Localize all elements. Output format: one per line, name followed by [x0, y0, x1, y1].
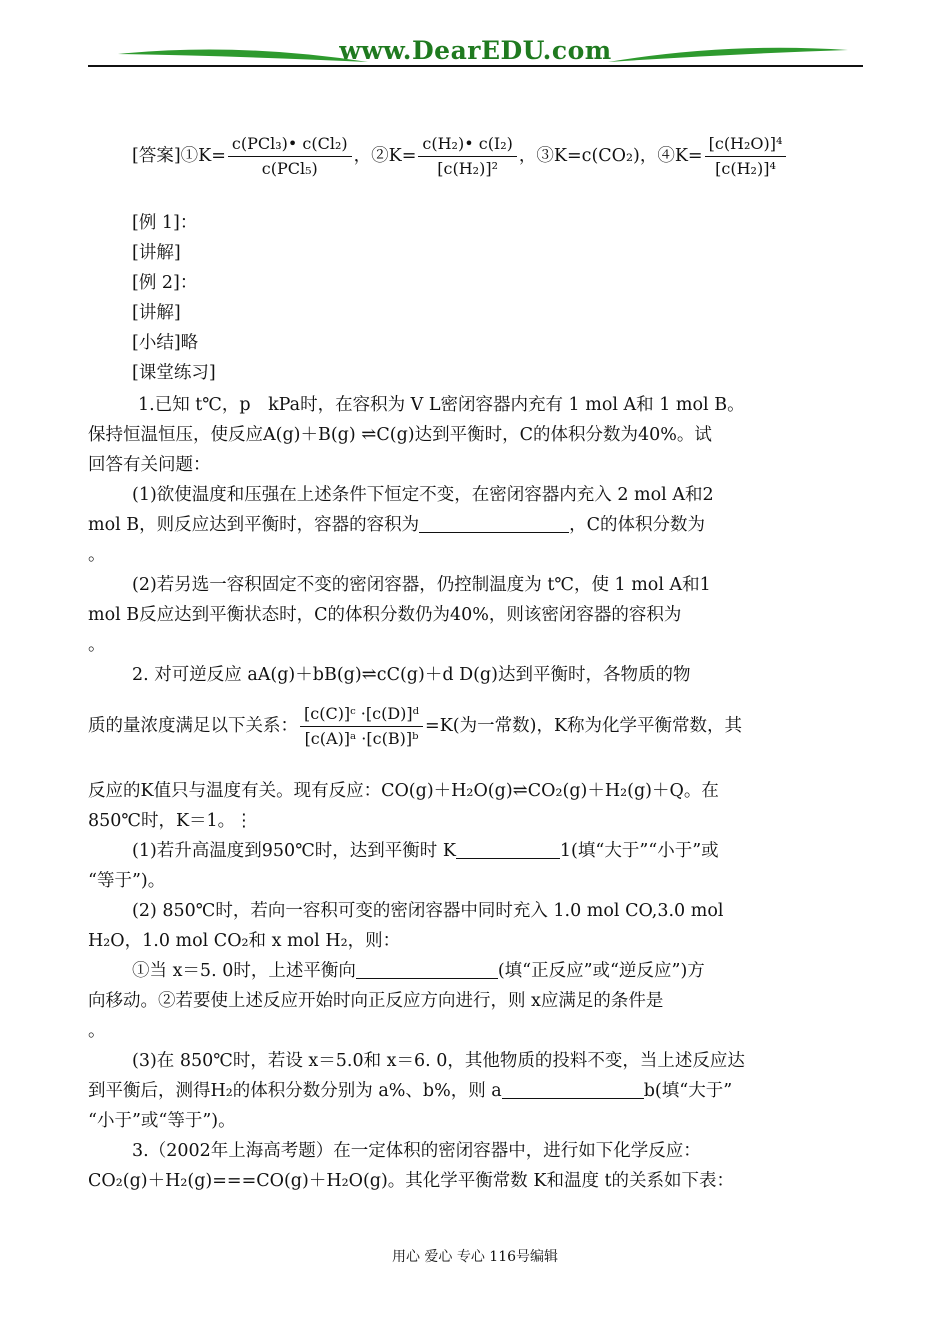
q1-part1-text-2: ，C的体积分数为 [569, 515, 706, 535]
q2-part2-line-2: H₂O，1.0 mol CO₂和 x mol H₂，则： [88, 931, 401, 951]
q2-reaction-right: cC(g)＋d D(g)达到平衡时，各物质的物 [376, 665, 691, 685]
sep: ， [353, 146, 372, 166]
q2-line-1 [132, 660, 907, 690]
q2-ab-compare-blank[interactable] [502, 1078, 644, 1099]
k-general-fraction [300, 704, 423, 749]
q2-direction-blank[interactable] [356, 958, 498, 979]
equilibrium-arrow-icon: ⇌ [361, 424, 377, 445]
explanation-1-label: [讲解] [132, 243, 181, 263]
q3-line-1: 3.（2002年上海高考题）在一定体积的密闭容器中，进行如下化学反应： [132, 1141, 701, 1161]
explanation-2-label: [讲解] [132, 303, 181, 323]
q2-k-compare-blank[interactable] [456, 838, 560, 859]
q2-part2-text: ①当 x＝5. 0时，上述平衡向 [132, 961, 356, 981]
q1-part2-line-1: (2)若另选一容积固定不变的密闭容器，仍控制温度为 t℃，使 1 mol A和1 [132, 575, 711, 595]
k4-prefix: ④K= [657, 146, 703, 166]
q1-line-1: 1.已知 t℃，p kPa时，在容积为 V L密闭容器内充有 1 mol A和 1 mol B。 [138, 395, 745, 415]
q1-reaction-left: 保持恒温恒压，使反应A(g)＋B(g) [88, 425, 362, 445]
k3-expression: ，③K=c(CO₂)， [518, 146, 658, 166]
q2-relation-text: 质的量浓度满足以下关系： [88, 716, 298, 736]
q2-part2-line-3 [132, 956, 907, 986]
summary-label: [小结]略 [132, 333, 199, 353]
q1-reaction-right: C(g)达到平衡时，C的体积分数为40%。试 [376, 425, 712, 445]
q2-part2-line-5: 。 [88, 1021, 106, 1041]
q2-reaction-text-2: CO₂(g)＋H₂(g)＋Q。在 [527, 781, 719, 801]
q2-part1-text: (1)若升高温度到950℃时，达到平衡时 K [132, 841, 456, 861]
equilibrium-arrow-icon: ⇌ [361, 664, 377, 685]
q1-part1-line-3: 。 [88, 545, 106, 565]
practice-label: [课堂练习] [132, 363, 216, 383]
example-2-label: [例 2]： [132, 273, 198, 293]
k-general-numerator: [c(C)]ᶜ ·[c(D)]ᵈ [300, 704, 423, 727]
k-general-denominator: [c(A)]ᵃ ·[c(B)]ᵇ [304, 729, 419, 748]
q2-line-3 [88, 776, 863, 806]
q2-part3-text: 到平衡后，测得H₂的体积分数分别为 a%、b%，则 a [88, 1081, 502, 1101]
q2-part3-line-3: “小于”或“等于”)。 [88, 1111, 236, 1131]
k4-denominator: [c(H₂)]⁴ [715, 159, 776, 178]
q1-part1-line-1: (1)欲使温度和压强在上述条件下恒定不变，在密闭容器内充入 2 mol A和2 [132, 485, 714, 505]
q2-line-2 [88, 704, 863, 749]
q1-part1-line-2 [88, 510, 863, 540]
q2-part2-text-2: (填“正反应”或“逆反应”)方 [497, 961, 705, 981]
answer-line [132, 134, 907, 179]
q2-part1-line-1 [132, 836, 907, 866]
q3-line-2: CO₂(g)＋H₂(g)===CO(g)＋H₂O(g)。其化学平衡常数 K和温度 t的关系如下表： [88, 1171, 735, 1191]
answer-label: [答案] [132, 146, 181, 166]
k2-fraction [418, 134, 517, 179]
k1-fraction [228, 134, 352, 179]
page-footer: 用心 爱心 专心 116号编辑 [391, 1249, 559, 1265]
q1-line-3: 回答有关问题： [88, 455, 211, 475]
q2-part1-text-2: 1(填“大于”“小于”或 [559, 841, 719, 861]
q2-part2-line-4: 向移动。②若要使上述反应开始时向正反应方向进行，则 x应满足的条件是 [88, 991, 664, 1011]
q2-line-4: 850℃时，K＝1。⋮ [88, 811, 253, 831]
k1-numerator: c(PCl₃)• c(Cl₂) [228, 134, 352, 157]
k2-prefix: ②K= [371, 146, 417, 166]
k2-numerator: c(H₂)• c(I₂) [418, 134, 517, 157]
q1-part1-text: mol B，则反应达到平衡时，容器的容积为 [88, 515, 420, 535]
q1-volume-blank[interactable] [419, 512, 569, 533]
k4-numerator: [c(H₂O)]⁴ [705, 134, 787, 157]
equilibrium-arrow-icon: ⇌ [512, 780, 528, 801]
q2-part3-line-2 [88, 1076, 863, 1106]
q2-reaction-left: 2. 对可逆反应 aA(g)＋bB(g) [132, 665, 362, 685]
header-rule [88, 65, 863, 67]
k4-fraction [705, 134, 787, 179]
k2-denominator: [c(H₂)]² [437, 159, 498, 178]
site-url[interactable]: www.DearEDU.com [339, 36, 612, 65]
q1-part2-line-2: mol B反应达到平衡状态时，C的体积分数仍为40%，则该密闭容器的容积为 [88, 605, 682, 625]
example-1-label: [例 1]： [132, 213, 198, 233]
k1-prefix: ①K= [180, 146, 226, 166]
q2-part3-line-1: (3)在 850℃时，若设 x＝5.0和 x＝6. 0，其他物质的投料不变，当上述反应达 [132, 1051, 745, 1071]
q1-line-2 [88, 420, 863, 450]
q2-relation-text-2: =K(为一常数)，K称为化学平衡常数，其 [425, 716, 743, 736]
k1-denominator: c(PCl₅) [261, 159, 318, 178]
q2-part2-line-1: (2) 850℃时，若向一容积可变的密闭容器中同时充入 1.0 mol CO,3.0 mol [132, 901, 724, 921]
q2-part1-line-2: “等于”)。 [88, 871, 166, 891]
q2-part3-text-2: b(填“大于” [643, 1081, 733, 1101]
q2-reaction-text: 反应的K值只与温度有关。现有反应：CO(g)＋H₂O(g) [88, 781, 513, 801]
q1-part2-line-3: 。 [88, 635, 106, 655]
page-header [88, 36, 863, 72]
